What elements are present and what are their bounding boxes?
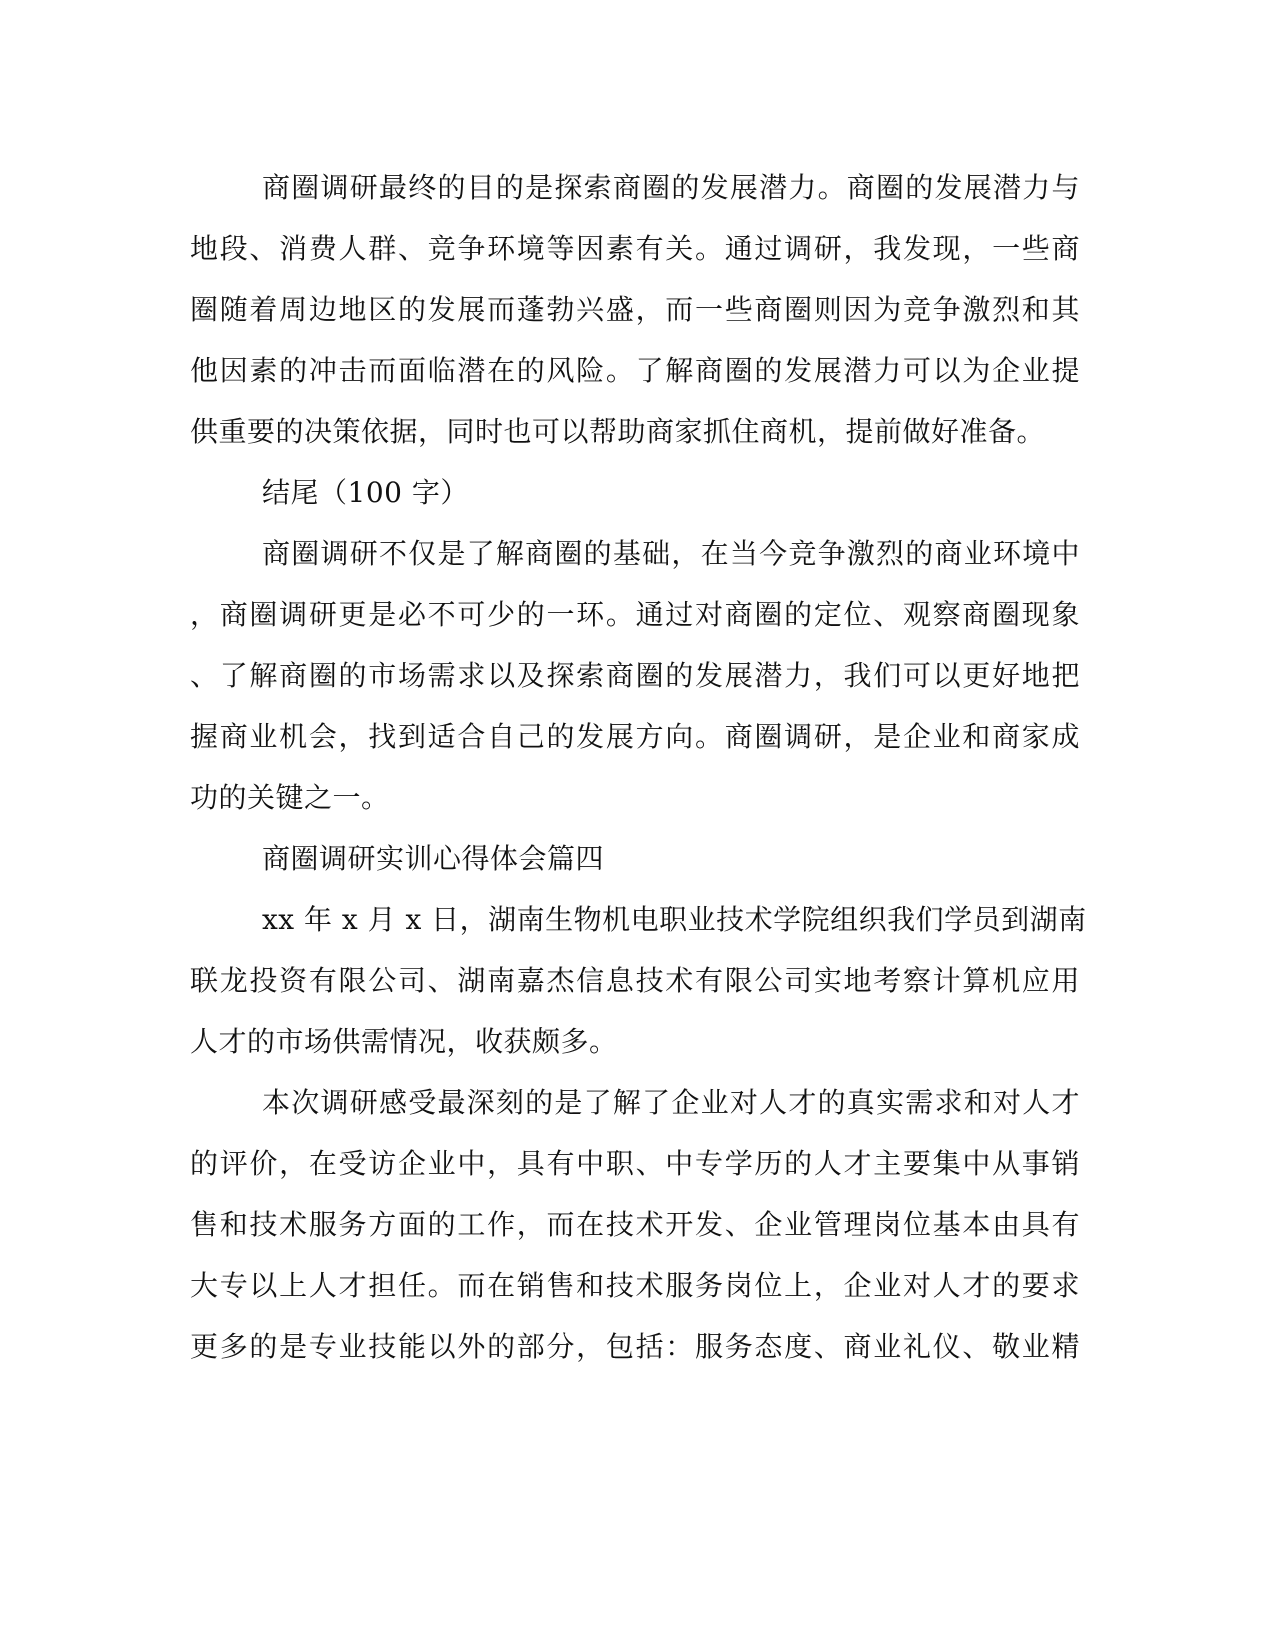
section-heading-ending <box>190 462 1080 523</box>
text-line: 功的关键之一。 <box>190 781 390 814</box>
text-line: 握商业机会，找到适合自己的发展方向。商圈调研，是企业和商家成 <box>190 720 1080 753</box>
text-line: 人才的市场供需情况，收获颇多。 <box>190 1025 618 1058</box>
text-line: ，商圈调研更是必不可少的一环。通过对商圈的定位、观察商圈现象 <box>190 598 1080 631</box>
text-line: 售和技术服务方面的工作，而在技术开发、企业管理岗位基本由具有 <box>190 1208 1080 1241</box>
text-line: 地段、消费人群、竞争环境等因素有关。通过调研，我发现，一些商 <box>190 232 1080 265</box>
text-line: 大专以上人才担任。而在销售和技术服务岗位上，企业对人才的要求 <box>190 1269 1080 1302</box>
text-line: 的评价，在受访企业中，具有中职、中专学历的人才主要集中从事销 <box>190 1147 1080 1180</box>
paragraph-development-potential <box>190 157 1080 462</box>
heading-line: 商圈调研实训心得体会篇四 <box>262 842 605 875</box>
text-line: 本次调研感受最深刻的是了解了企业对人才的真实需求和对人才 <box>262 1086 1080 1119</box>
document-body <box>190 157 1087 1377</box>
heading-line: 结尾（100 字） <box>262 476 469 509</box>
text-line: 更多的是专业技能以外的部分，包括：服务态度、商业礼仪、敬业精 <box>190 1330 1080 1363</box>
text-line: 他因素的冲击而面临潜在的风险。了解商圈的发展潜力可以为企业提 <box>190 354 1080 387</box>
paragraph-field-visit <box>190 889 1087 1072</box>
text-line: 联龙投资有限公司、湖南嘉杰信息技术有限公司实地考察计算机应用 <box>190 964 1080 997</box>
text-line: 供重要的决策依据，同时也可以帮助商家抓住商机，提前做好准备。 <box>190 415 1046 448</box>
paragraph-conclusion <box>190 523 1080 828</box>
text-line: 圈随着周边地区的发展而蓬勃兴盛，而一些商圈则因为竞争激烈和其 <box>190 293 1080 326</box>
text-line: 商圈调研最终的目的是探索商圈的发展潜力。商圈的发展潜力与 <box>262 171 1080 204</box>
text-line: xx 年 x 月 x 日，湖南生物机电职业技术学院组织我们学员到湖南 <box>262 903 1087 936</box>
text-line: 、了解商圈的市场需求以及探索商圈的发展潜力，我们可以更好地把 <box>190 659 1080 692</box>
text-line: 商圈调研不仅是了解商圈的基础，在当今竞争激烈的商业环境中 <box>262 537 1080 570</box>
section-title-part-four <box>190 828 1080 889</box>
paragraph-talent-demand <box>190 1072 1080 1377</box>
